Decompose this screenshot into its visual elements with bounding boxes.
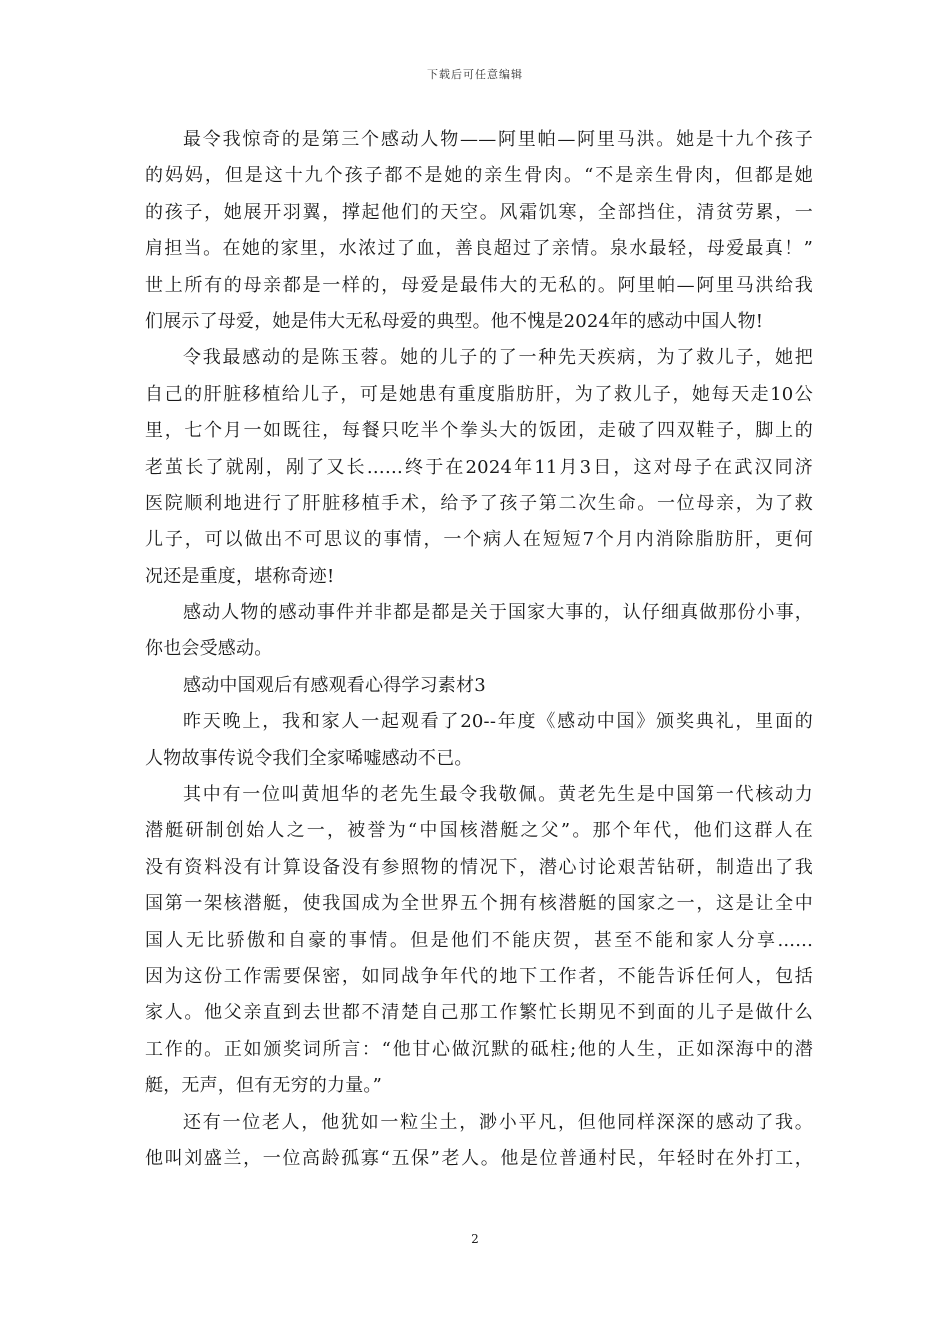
text-line: 肩担当。在她的家里，水浓过了血，善良超过了亲情。泉水最轻，母爱最真！” <box>145 238 813 260</box>
text-line: 的妈妈，但是这十九个孩子都不是她的亲生骨肉。“不是亲生骨肉，但都是她 <box>145 165 813 187</box>
text-line: 况还是重度，堪称奇迹! <box>145 565 335 587</box>
text-line: 感动中国观后有感观看心得学习素材3 <box>183 674 486 696</box>
text-line: 你也会受感动。 <box>145 638 273 660</box>
text-line: 里，七个月一如既往，每餐只吃半个拳头大的饭团，走破了四双鞋子，脚上的 <box>145 420 813 442</box>
text-line: 家人。他父亲直到去世都不清楚自己那工作繁忙长期见不到面的儿子是做什么 <box>145 1002 813 1024</box>
text-line: 令我最感动的是陈玉蓉。她的儿子的了一种先天疾病，为了救儿子，她把 <box>183 347 813 369</box>
text-line: 昨天晚上，我和家人一起观看了20--年度《感动中国》颁奖典礼，里面的 <box>183 711 813 733</box>
page-number: 2 <box>471 1232 479 1246</box>
text-line: 国第一架核潜艇，使我国成为全世界五个拥有核潜艇的国家之一，这是让全中 <box>145 893 813 915</box>
text-line: 医院顺利地进行了肝脏移植手术，给予了孩子第二次生命。一位母亲，为了救 <box>145 492 813 514</box>
text-line: 人物故事传说令我们全家唏嘘感动不已。 <box>145 747 473 769</box>
text-line: 没有资料没有计算设备没有参照物的情况下，潜心讨论艰苦钻研，制造出了我 <box>145 856 813 878</box>
text-line: 儿子，可以做出不可思议的事情，一个病人在短短7个月内消除脂肪肝，更何 <box>145 529 813 551</box>
document-body <box>145 122 813 1177</box>
text-line: 艇，无声，但有无穷的力量。” <box>145 1075 383 1097</box>
text-line: 最令我惊奇的是第三个感动人物——阿里帕—阿里马洪。她是十九个孩子 <box>183 129 813 150</box>
text-line: 因为这份工作需要保密，如同战争年代的地下工作者，不能告诉任何人，包括 <box>145 965 813 987</box>
text-line: 国人无比骄傲和自豪的事情。但是他们不能庆贺，甚至不能和家人分享...... <box>145 929 813 951</box>
text-line: 其中有一位叫黄旭华的老先生最令我敬佩。黄老先生是中国第一代核动力 <box>183 784 813 806</box>
text-line: 世上所有的母亲都是一样的，母爱是最伟大的无私的。阿里帕—阿里马洪给我 <box>145 274 813 296</box>
page-header: 下载后可任意编辑 <box>427 68 523 81</box>
text-line: 的孩子，她展开羽翼，撑起他们的天空。风霜饥寒，全部挡住，清贫劳累，一 <box>145 201 813 223</box>
text-line: 还有一位老人，他犹如一粒尘土，渺小平凡，但他同样深深的感动了我。 <box>183 1111 813 1133</box>
text-line: 潜艇研制创始人之一，被誉为“中国核潜艇之父”。那个年代，他们这群人在 <box>145 820 813 842</box>
text-line: 自己的肝脏移植给儿子，可是她患有重度脂肪肝，为了救儿子，她每天走10公 <box>145 383 813 405</box>
text-line: 们展示了母爱，她是伟大无私母爱的典型。他不愧是2024年的感动中国人物! <box>145 310 764 332</box>
text-line: 老茧长了就剐，剐了又长……终于在2024年11月3日，这对母子在武汉同济 <box>145 456 813 478</box>
text-line: 工作的。正如颁奖词所言：“他甘心做沉默的砥柱;他的人生，正如深海中的潜 <box>145 1038 813 1060</box>
text-line: 他叫刘盛兰，一位高龄孤寡“五保”老人。他是位普通村民，年轻时在外打工， <box>145 1147 813 1169</box>
text-line: 感动人物的感动事件并非都是都是关于国家大事的，认仔细真做那份小事， <box>183 602 813 624</box>
